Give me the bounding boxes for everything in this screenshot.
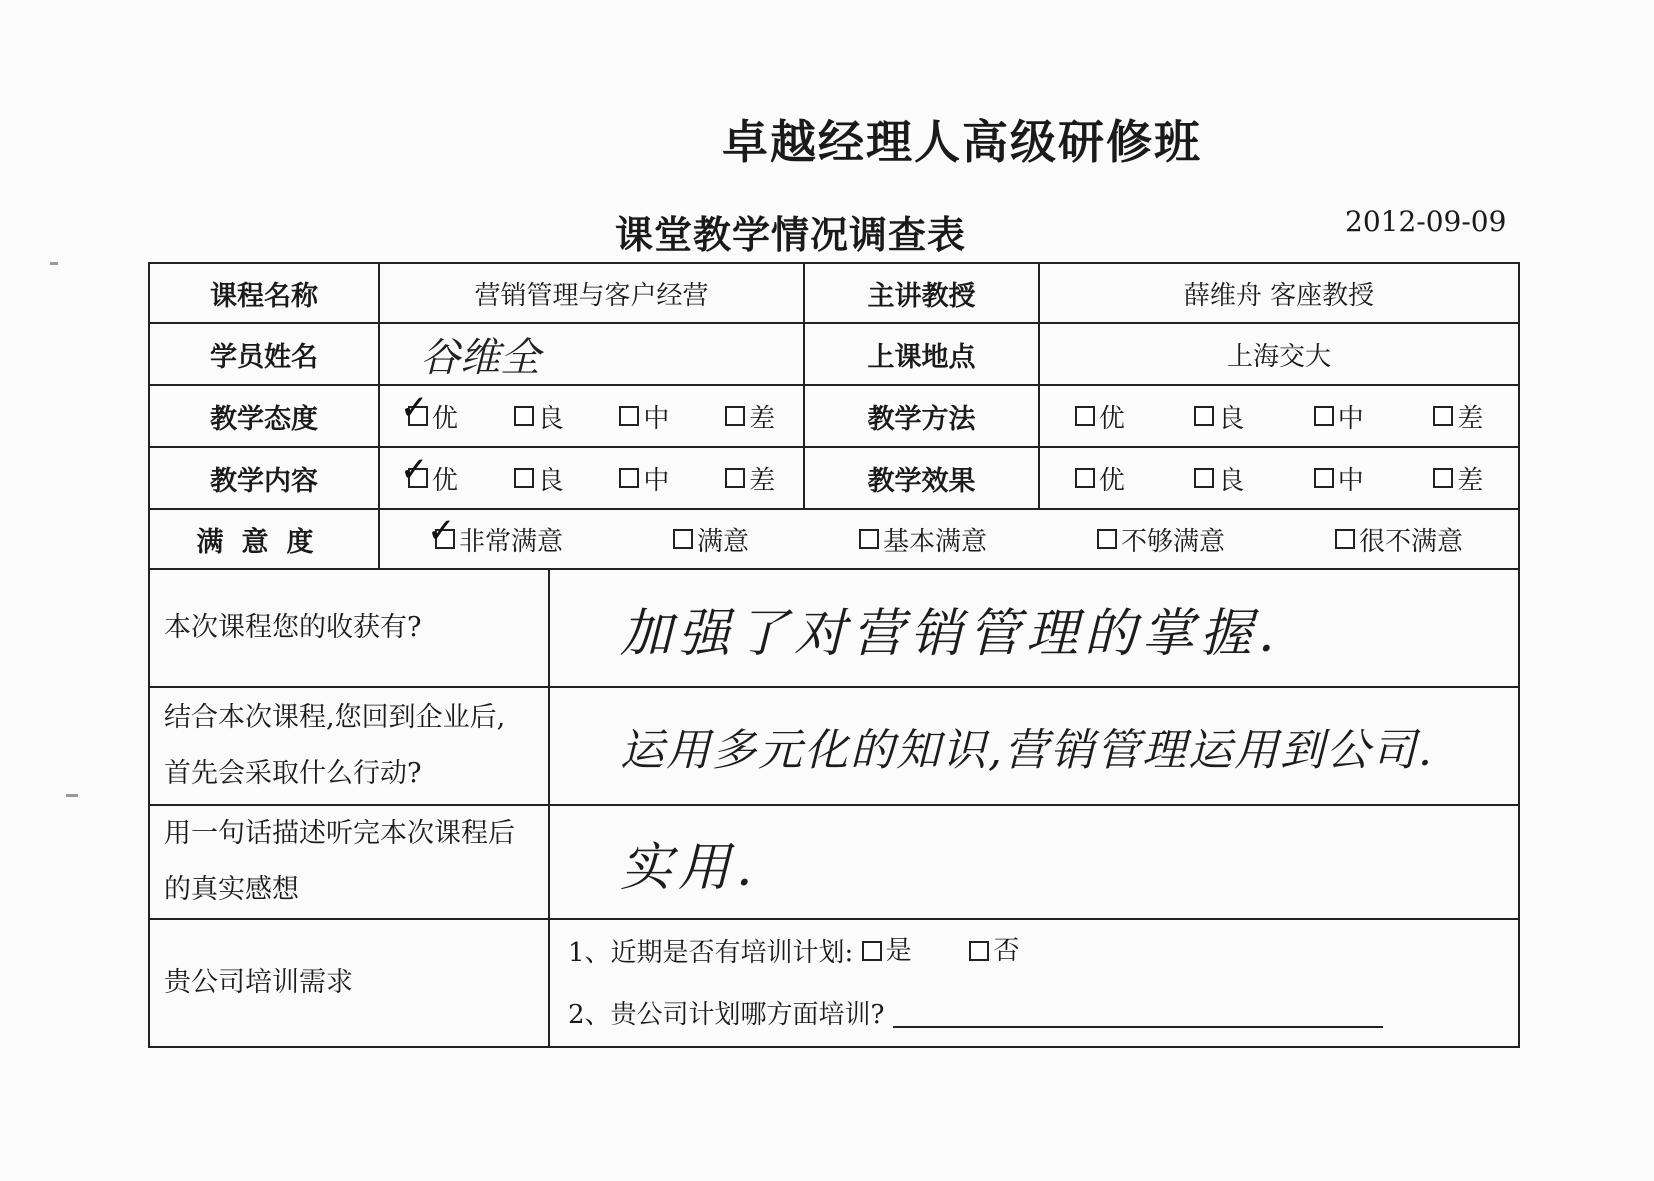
checkbox-icon[interactable] bbox=[1314, 406, 1334, 426]
satisfaction-option-label: 很不满意 bbox=[1358, 526, 1463, 557]
training-area-blank[interactable] bbox=[893, 1004, 1383, 1028]
content-option-label: 中 bbox=[643, 465, 670, 496]
method-option-group bbox=[1040, 398, 1518, 435]
table-row bbox=[149, 323, 1519, 385]
checkbox-icon[interactable] bbox=[1335, 529, 1355, 549]
student-signature: 谷维全 bbox=[420, 334, 540, 381]
attitude-option-label: 差 bbox=[749, 403, 776, 434]
method-option[interactable] bbox=[1433, 398, 1483, 435]
method-option[interactable] bbox=[1194, 398, 1244, 435]
answer-action[interactable]: 运用多元化的知识,营销管理运用到公司. bbox=[549, 687, 1519, 805]
checkbox-icon[interactable] bbox=[969, 941, 989, 961]
student-name-label: 学员姓名 bbox=[149, 323, 379, 385]
attitude-option-group bbox=[380, 387, 803, 435]
table-row bbox=[149, 447, 1519, 509]
student-name-field[interactable] bbox=[379, 323, 804, 385]
answer-gains[interactable]: 加强了对营销管理的掌握. bbox=[549, 569, 1519, 687]
attitude-option-label: 中 bbox=[643, 403, 670, 434]
table-row bbox=[149, 385, 1519, 447]
attitude-options bbox=[379, 385, 804, 447]
checkbox-icon[interactable] bbox=[1194, 468, 1214, 488]
survey-table bbox=[148, 262, 1520, 1048]
table-row bbox=[149, 263, 1519, 323]
form-subtitle: 课堂教学情况调查表 bbox=[615, 213, 967, 257]
training-plan-no[interactable]: 否 bbox=[969, 920, 1019, 982]
training-plan-question: 1、近期是否有培训计划: 是 否 bbox=[568, 920, 1518, 984]
course-name-value[interactable]: 营销管理与客户经营 bbox=[379, 263, 804, 323]
effect-options bbox=[1039, 447, 1519, 509]
location-label: 上课地点 bbox=[804, 323, 1039, 385]
content-option-label: 良 bbox=[537, 465, 564, 496]
content-option[interactable] bbox=[725, 460, 775, 497]
effect-option[interactable] bbox=[1433, 460, 1483, 497]
satisfaction-option-label: 不够满意 bbox=[1120, 526, 1225, 557]
checkbox-icon[interactable] bbox=[1075, 406, 1095, 426]
training-area-question: 2、贵公司计划哪方面培训? bbox=[568, 984, 1518, 1046]
checkbox-icon[interactable] bbox=[1194, 406, 1214, 426]
satisfaction-label: 满意度 bbox=[149, 509, 379, 569]
location-value[interactable]: 上海交大 bbox=[1039, 323, 1519, 385]
effect-option-label: 良 bbox=[1218, 465, 1245, 496]
satisfaction-option-group bbox=[380, 510, 1518, 558]
lecturer-value[interactable]: 薛维舟 客座教授 bbox=[1039, 263, 1519, 323]
method-label: 教学方法 bbox=[804, 385, 1039, 447]
question-action: 结合本次课程,您回到企业后,首先会采取什么行动? bbox=[149, 687, 549, 805]
effect-label: 教学效果 bbox=[804, 447, 1039, 509]
content-options bbox=[379, 447, 804, 509]
checkbox-icon[interactable] bbox=[862, 941, 882, 961]
satisfaction-option[interactable] bbox=[673, 521, 749, 558]
scan-mark bbox=[50, 262, 58, 265]
satisfaction-option[interactable] bbox=[859, 521, 987, 558]
check-mark-icon: ✓ bbox=[426, 510, 456, 551]
attitude-option-label: 优 bbox=[431, 403, 458, 434]
checkbox-icon[interactable] bbox=[1097, 529, 1117, 549]
check-mark-icon: ✓ bbox=[399, 387, 429, 428]
content-option[interactable] bbox=[399, 449, 458, 497]
training-needs-label: 贵公司培训需求 bbox=[149, 919, 549, 1047]
attitude-option-label: 良 bbox=[537, 403, 564, 434]
method-option-label: 良 bbox=[1218, 403, 1245, 434]
method-option[interactable] bbox=[1314, 398, 1364, 435]
content-option[interactable] bbox=[514, 460, 564, 497]
method-option-label: 中 bbox=[1337, 403, 1364, 434]
method-options bbox=[1039, 385, 1519, 447]
effect-option-label: 中 bbox=[1337, 465, 1364, 496]
answer-feeling[interactable]: 实用. bbox=[549, 805, 1519, 919]
satisfaction-option-label: 基本满意 bbox=[882, 526, 987, 557]
question-feeling: 用一句话描述听完本次课程后的真实感想 bbox=[149, 805, 549, 919]
checkbox-icon[interactable] bbox=[673, 529, 693, 549]
satisfaction-options bbox=[379, 509, 1519, 569]
satisfaction-option-label: 非常满意 bbox=[458, 526, 563, 557]
question-gains: 本次课程您的收获有? bbox=[149, 569, 549, 687]
attitude-option[interactable] bbox=[725, 398, 775, 435]
checkbox-icon[interactable] bbox=[619, 468, 639, 488]
content-option[interactable] bbox=[619, 460, 669, 497]
attitude-option[interactable] bbox=[399, 387, 458, 435]
satisfaction-option-label: 满意 bbox=[696, 526, 749, 557]
attitude-label: 教学态度 bbox=[149, 385, 379, 447]
effect-option[interactable] bbox=[1075, 460, 1125, 497]
effect-option-label: 差 bbox=[1457, 465, 1484, 496]
method-option-label: 优 bbox=[1098, 403, 1125, 434]
checkbox-icon[interactable] bbox=[859, 529, 879, 549]
training-needs-answers bbox=[549, 919, 1519, 1047]
checkbox-icon[interactable] bbox=[514, 406, 534, 426]
table-row bbox=[149, 569, 1519, 687]
table-row bbox=[149, 509, 1519, 569]
satisfaction-option[interactable] bbox=[426, 510, 563, 558]
effect-option-group bbox=[1040, 460, 1518, 497]
course-name-label: 课程名称 bbox=[149, 263, 379, 323]
check-mark-icon: ✓ bbox=[399, 449, 429, 490]
satisfaction-option[interactable] bbox=[1335, 521, 1463, 558]
content-option-group bbox=[380, 449, 803, 497]
attitude-option[interactable] bbox=[619, 398, 669, 435]
effect-option[interactable] bbox=[1314, 460, 1364, 497]
table-row bbox=[149, 805, 1519, 919]
table-row bbox=[149, 687, 1519, 805]
satisfaction-option[interactable] bbox=[1097, 521, 1225, 558]
method-option[interactable] bbox=[1075, 398, 1125, 435]
effect-option-label: 优 bbox=[1098, 465, 1125, 496]
content-option-label: 优 bbox=[431, 465, 458, 496]
checkbox-icon[interactable] bbox=[1433, 468, 1453, 488]
lecturer-label: 主讲教授 bbox=[804, 263, 1039, 323]
content-label: 教学内容 bbox=[149, 447, 379, 509]
checkbox-icon[interactable] bbox=[1433, 406, 1453, 426]
attitude-option[interactable] bbox=[514, 398, 564, 435]
training-plan-yes[interactable]: 是 bbox=[862, 920, 912, 982]
scan-mark bbox=[66, 794, 78, 797]
checkbox-icon[interactable] bbox=[725, 468, 745, 488]
checkbox-icon[interactable] bbox=[1075, 468, 1095, 488]
checkbox-icon[interactable] bbox=[619, 406, 639, 426]
content-option-label: 差 bbox=[749, 465, 776, 496]
checkbox-icon[interactable] bbox=[725, 406, 745, 426]
checkbox-icon[interactable] bbox=[1314, 468, 1334, 488]
form-date: 2012-09-09 bbox=[1345, 205, 1507, 238]
table-row bbox=[149, 919, 1519, 1047]
checkbox-icon[interactable] bbox=[514, 468, 534, 488]
page-title: 卓越经理人高级研修班 bbox=[722, 115, 1202, 169]
effect-option[interactable] bbox=[1194, 460, 1244, 497]
method-option-label: 差 bbox=[1457, 403, 1484, 434]
